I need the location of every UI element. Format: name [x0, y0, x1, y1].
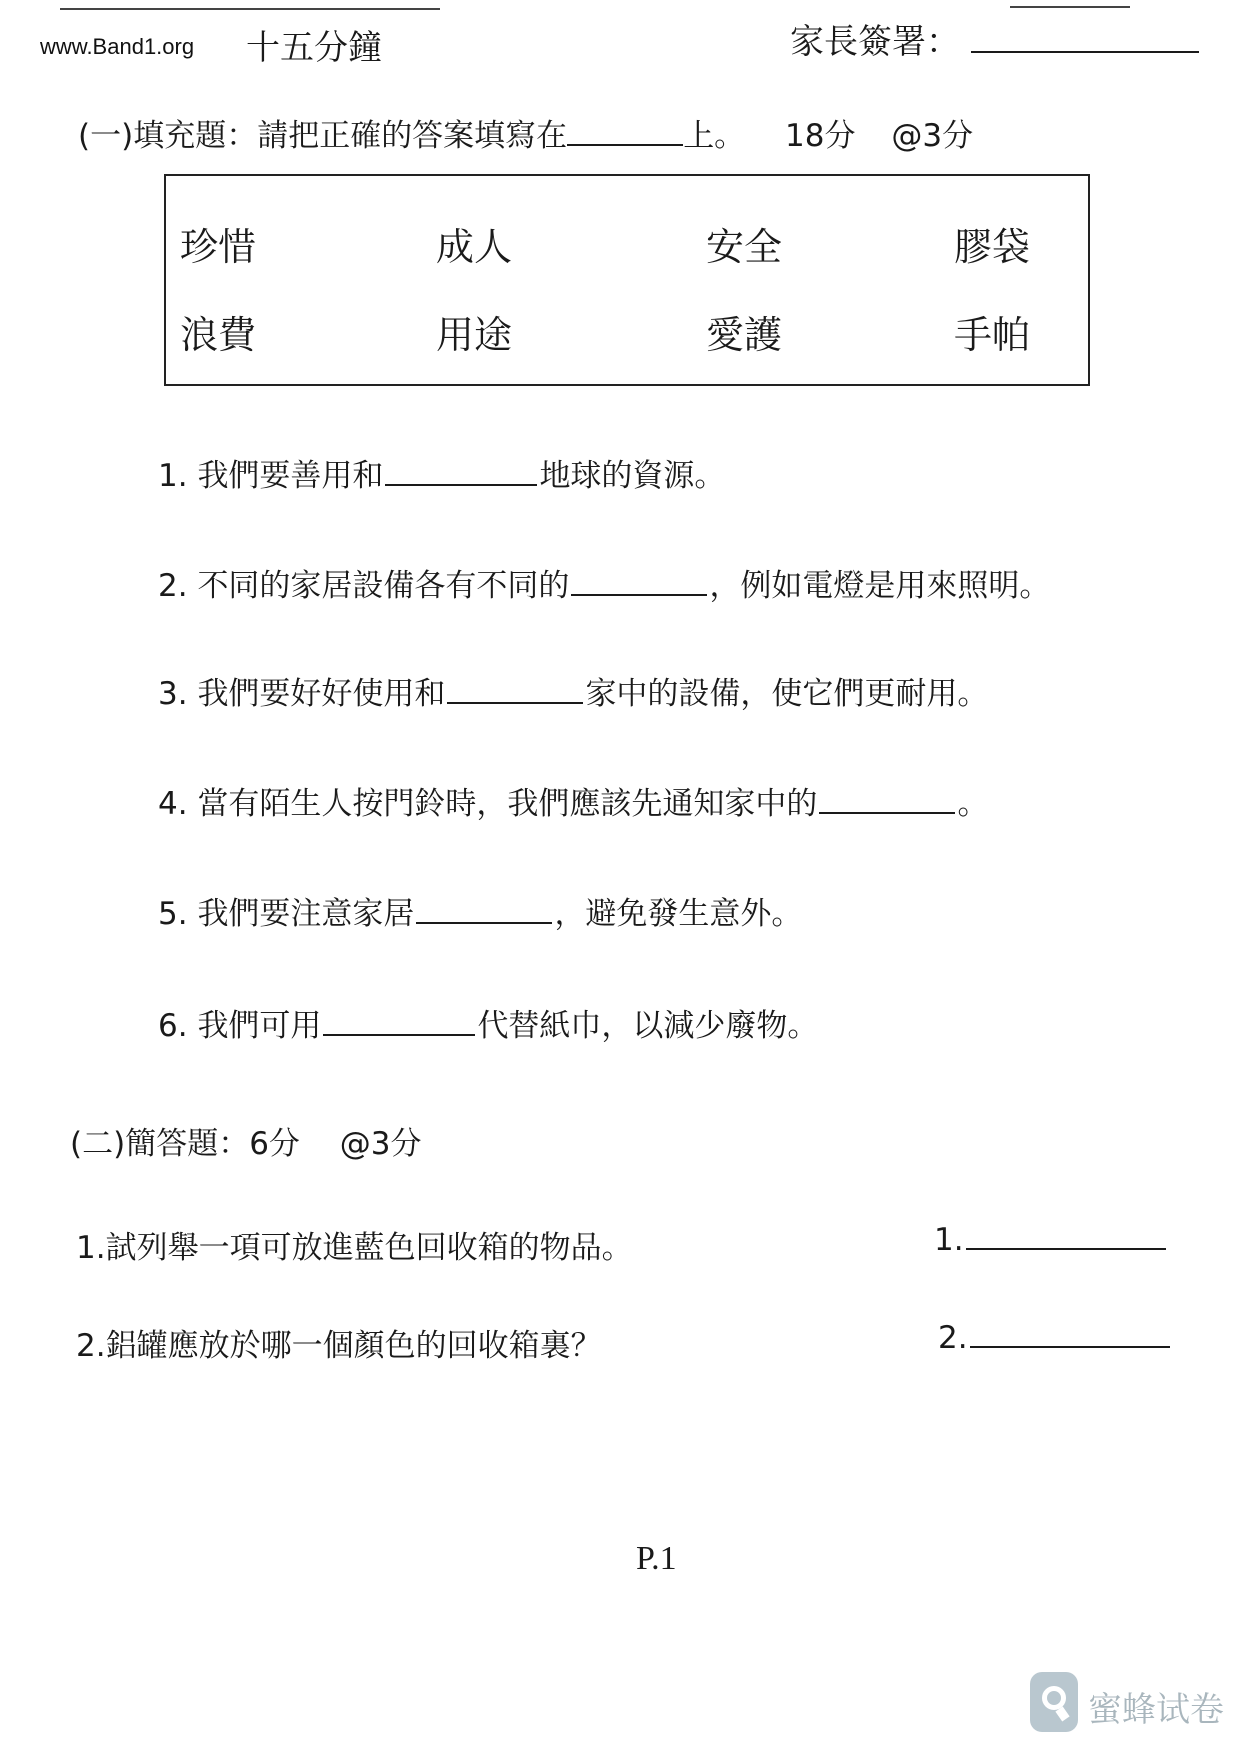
question-text-before: 我們要善用和	[197, 458, 384, 494]
question-text-after: 家中的設備，使它們更耐用。	[585, 676, 989, 712]
answer-line[interactable]	[970, 1346, 1170, 1348]
answer-number: 2.	[938, 1320, 968, 1356]
fill-question	[158, 778, 988, 823]
question-number: 3.	[158, 676, 188, 712]
answer-blank[interactable]	[447, 702, 583, 704]
fill-question	[158, 668, 988, 713]
word-bank-item: 浪費	[180, 313, 257, 357]
question-text-before: 我們要好好使用和	[197, 676, 446, 712]
question-text-before: 我們要注意家居	[197, 896, 415, 932]
question-text-after: 。	[957, 786, 989, 822]
answer-blank[interactable]	[385, 484, 537, 486]
word-bank-item: 成人	[436, 225, 513, 269]
question-text-after: 代替紙巾，以減少廢物。	[477, 1008, 819, 1044]
answer-blank[interactable]	[571, 594, 707, 596]
question-text-after: ，避免發生意外。	[554, 896, 803, 932]
parent-signature-label	[790, 14, 1199, 63]
question-number: 2.	[158, 568, 188, 604]
website-watermark: www.Band1.org	[40, 34, 195, 59]
word-bank-item: 手帕	[954, 313, 1031, 357]
section2-title	[70, 1118, 422, 1163]
word-bank-item: 愛護	[706, 313, 783, 357]
word-bank-item: 安全	[706, 225, 783, 269]
question-text-before: 不同的家居設備各有不同的	[197, 568, 570, 604]
bee-exam-logo-icon	[1030, 1672, 1078, 1732]
question-text-before: 我們可用	[197, 1008, 322, 1044]
page-number: P.1	[636, 1540, 677, 1577]
cropped-header-line-right	[1010, 0, 1130, 8]
question-number: 1.	[158, 458, 188, 494]
question-text-after: 地球的資源。	[539, 458, 726, 494]
question-text: 試列舉一項可放進藍色回收箱的物品。	[105, 1230, 633, 1266]
word-bank-item: 珍惜	[180, 225, 257, 269]
short-answer-slot	[938, 1320, 1172, 1356]
logo-tail	[1055, 1707, 1069, 1722]
fill-question	[158, 1000, 818, 1045]
answer-number: 1.	[934, 1222, 964, 1258]
cropped-header-line	[60, 0, 440, 10]
short-question	[76, 1320, 602, 1365]
answer-blank[interactable]	[416, 922, 552, 924]
word-bank-item: 用途	[436, 313, 513, 357]
fill-question	[158, 888, 802, 933]
answer-line[interactable]	[966, 1248, 1166, 1250]
word-bank-item: 膠袋	[954, 225, 1031, 269]
answer-blank[interactable]	[819, 812, 955, 814]
section1-score: 18分	[785, 118, 856, 154]
question-text-after: ，例如電燈是用來照明。	[709, 568, 1051, 604]
short-answer-slot	[934, 1222, 1168, 1258]
section2-title-text: (二)簡答題：6分	[70, 1126, 300, 1162]
answer-blank[interactable]	[323, 1034, 475, 1036]
section1-title	[78, 110, 973, 155]
word-bank-box	[164, 174, 1090, 386]
parent-signature-text: 家長簽署：	[790, 22, 960, 62]
question-number: 1.	[76, 1230, 106, 1266]
fill-question	[158, 560, 1050, 605]
watermark-text: 蜜蜂试卷	[1088, 1690, 1224, 1730]
question-number: 2.	[76, 1328, 106, 1364]
question-number: 5.	[158, 896, 188, 932]
question-text-before: 當有陌生人按門鈴時，我們應該先通知家中的	[197, 786, 818, 822]
question-number: 4.	[158, 786, 188, 822]
section1-title-text: (一)填充題：請把正確的答案填寫在	[78, 118, 568, 154]
section1-per-item: @3分	[891, 118, 974, 154]
question-number: 6.	[158, 1008, 188, 1044]
question-text: 鋁罐應放於哪一個顏色的回收箱裏？	[105, 1328, 602, 1364]
fill-question	[158, 450, 725, 495]
short-question	[76, 1222, 633, 1267]
exam-duration: 十五分鐘	[246, 28, 382, 68]
parent-signature-line[interactable]	[971, 51, 1199, 53]
section1-title-suffix: 上。	[683, 118, 746, 154]
section1-title-blank	[567, 144, 683, 146]
section2-per-item: @3分	[339, 1126, 422, 1162]
